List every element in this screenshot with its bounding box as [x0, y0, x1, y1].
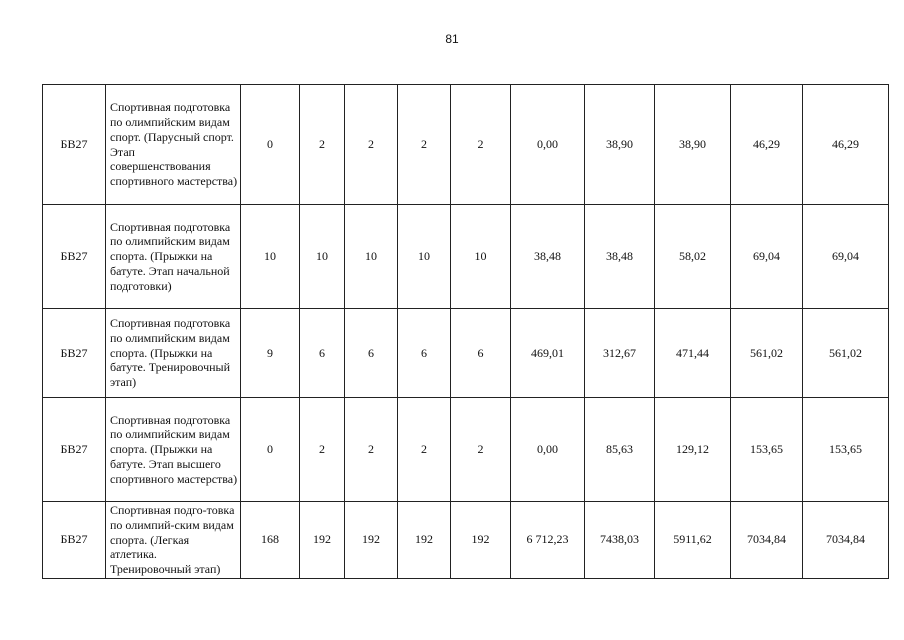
value-cell: 469,01 — [511, 309, 585, 398]
row-code: БВ27 — [43, 205, 106, 309]
value-cell: 312,67 — [585, 309, 655, 398]
data-table — [42, 84, 889, 579]
value-cell: 2 — [451, 398, 511, 502]
value-cell: 10 — [345, 205, 398, 309]
row-description: Спортивная подготовка по олимпийским видам спорт. (Парусный спорт. Этап совершенствования спортивного мастерства) — [106, 85, 241, 205]
value-cell: 153,65 — [731, 398, 803, 502]
value-cell: 6 — [300, 309, 345, 398]
value-cell: 561,02 — [803, 309, 889, 398]
value-cell: 9 — [241, 309, 300, 398]
value-cell: 2 — [398, 85, 451, 205]
value-cell: 2 — [300, 85, 345, 205]
value-cell: 129,12 — [655, 398, 731, 502]
value-cell: 69,04 — [731, 205, 803, 309]
value-cell: 153,65 — [803, 398, 889, 502]
value-cell: 0,00 — [511, 398, 585, 502]
value-cell: 0 — [241, 85, 300, 205]
value-cell: 10 — [241, 205, 300, 309]
value-cell: 85,63 — [585, 398, 655, 502]
value-cell: 58,02 — [655, 205, 731, 309]
value-cell: 2 — [451, 85, 511, 205]
value-cell: 10 — [451, 205, 511, 309]
value-cell: 2 — [300, 398, 345, 502]
row-description: Спортивная подготовка по олимпийским видам спорта. (Прыжки на батуте. Тренировочный этап) — [106, 309, 241, 398]
value-cell: 192 — [345, 502, 398, 579]
value-cell: 2 — [345, 398, 398, 502]
page-number: 81 — [445, 32, 459, 46]
value-cell: 46,29 — [803, 85, 889, 205]
value-cell: 192 — [451, 502, 511, 579]
table-row — [43, 205, 889, 309]
value-cell: 6 — [451, 309, 511, 398]
row-description: Спортивная подготовка по олимпийским видам спорта. (Прыжки на батуте. Этап высшего спортивного мастерства) — [106, 398, 241, 502]
value-cell: 10 — [398, 205, 451, 309]
value-cell: 5911,62 — [655, 502, 731, 579]
row-code: БВ27 — [43, 309, 106, 398]
value-cell: 7438,03 — [585, 502, 655, 579]
table-row — [43, 85, 889, 205]
row-description: Спортивная подготовка по олимпийским видам спорта. (Прыжки на батуте. Этап начальной подготовки) — [106, 205, 241, 309]
row-code: БВ27 — [43, 502, 106, 579]
value-cell: 6 — [398, 309, 451, 398]
value-cell: 38,48 — [511, 205, 585, 309]
value-cell: 7034,84 — [803, 502, 889, 579]
value-cell: 38,48 — [585, 205, 655, 309]
value-cell: 471,44 — [655, 309, 731, 398]
value-cell: 168 — [241, 502, 300, 579]
row-description: Спортивная подго-товка по олимпий-ским видам спорта. (Легкая атлетика. Тренировочный этап) — [106, 502, 241, 579]
row-code: БВ27 — [43, 85, 106, 205]
value-cell: 0,00 — [511, 85, 585, 205]
value-cell: 7034,84 — [731, 502, 803, 579]
value-cell: 192 — [300, 502, 345, 579]
table-row — [43, 309, 889, 398]
table-row — [43, 502, 889, 579]
table-row — [43, 398, 889, 502]
value-cell: 10 — [300, 205, 345, 309]
value-cell: 69,04 — [803, 205, 889, 309]
value-cell: 38,90 — [655, 85, 731, 205]
value-cell: 2 — [345, 85, 398, 205]
value-cell: 46,29 — [731, 85, 803, 205]
value-cell: 561,02 — [731, 309, 803, 398]
value-cell: 38,90 — [585, 85, 655, 205]
value-cell: 2 — [398, 398, 451, 502]
value-cell: 6 — [345, 309, 398, 398]
row-code: БВ27 — [43, 398, 106, 502]
value-cell: 0 — [241, 398, 300, 502]
value-cell: 6 712,23 — [511, 502, 585, 579]
value-cell: 192 — [398, 502, 451, 579]
